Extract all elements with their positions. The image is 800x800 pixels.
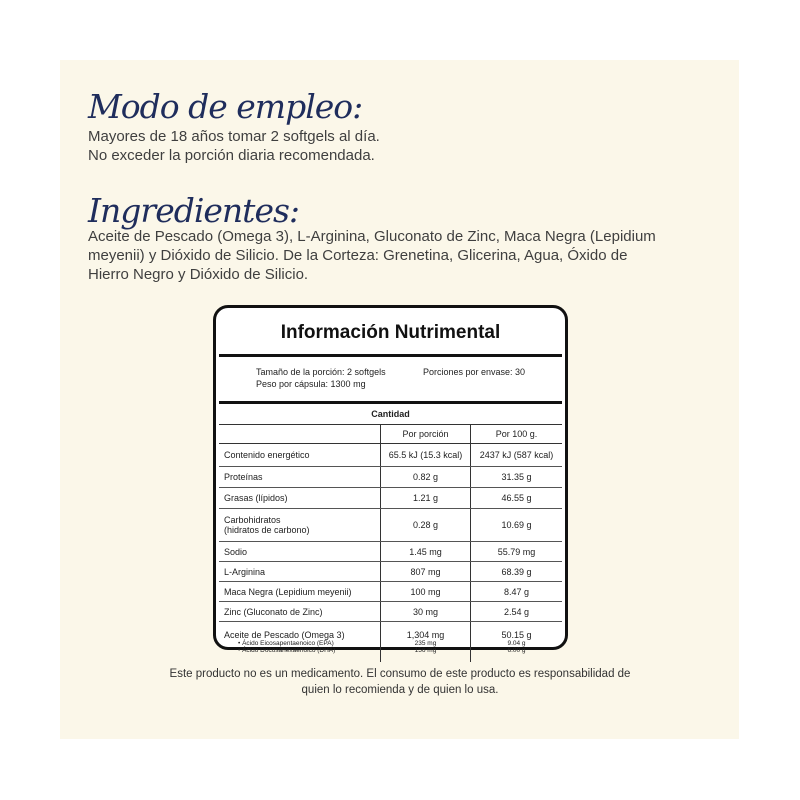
dha-per-100g: 6.00 g: [507, 647, 526, 654]
nutrient-name: [219, 509, 381, 541]
epa-per-serving: 235 mg: [414, 639, 437, 647]
per-100g-value: 2437 kJ (587 kcal): [479, 450, 554, 460]
table-row: [219, 542, 562, 562]
epa-per-100g: 9.04 g: [507, 639, 526, 647]
table-row: [219, 622, 562, 662]
ingredients-line: meyenii) y Dióxido de Silicio. De la Corteza: Grenetina, Glicerina, Agua, Óxido de: [88, 247, 628, 264]
table-row: [219, 562, 562, 582]
nutrient-name: Zinc (Gluconato de Zinc): [219, 602, 381, 621]
per-100g-value: 2.54 g: [503, 606, 530, 617]
per-serving-value: 65.5 kJ (15.3 kcal): [381, 444, 471, 466]
column-header-blank: [219, 425, 381, 443]
disclaimer-line: Este producto no es un medicamento. El consumo de este producto es responsabilidad de: [169, 668, 631, 680]
epa-name: • Ácido Eicosapentaenoico (EPA): [238, 639, 334, 647]
usage-text: [88, 127, 380, 165]
capsule-weight: Peso por cápsula: 1300 mg: [256, 379, 366, 389]
usage-line: No exceder la porción diaria recomendada.: [88, 147, 375, 164]
per-serving-value: 0.28 g: [381, 509, 471, 541]
usage-line: Mayores de 18 años tomar 2 softgels al día.: [88, 128, 380, 145]
nutrition-label-title: Información Nutrimental: [280, 322, 501, 343]
column-headers: [219, 425, 562, 444]
per-100g-value: [471, 622, 562, 662]
value-line: 1,304 mg: [406, 629, 445, 640]
per-serving-value: 30 mg: [381, 602, 471, 621]
nutrient-name-line: Carbohidratos: [224, 515, 281, 525]
column-header-per-100g: Por 100 g.: [495, 429, 538, 439]
per-100g-value: 31.35 g: [501, 472, 532, 482]
per-serving-value: 1.21 g: [381, 488, 471, 508]
ingredients-heading: Ingredientes:: [88, 191, 300, 230]
disclaimer-line: quien lo recomienda y de quien lo usa.: [301, 684, 499, 696]
table-row: [219, 467, 562, 488]
serving-info: [219, 357, 562, 404]
nutrient-name: Sodio: [219, 542, 381, 561]
dha-per-serving: 156 mg: [414, 647, 437, 654]
table-row: [219, 582, 562, 602]
nutrient-name: Maca Negra (Lepidium meyenii): [219, 582, 381, 601]
ingredients-line: Aceite de Pescado (Omega 3), L-Arginina, Gluconato de Zinc, Maca Negra (Lepidium: [88, 228, 656, 245]
nutrient-name-line: Aceite de Pescado (Omega 3): [224, 629, 345, 640]
per-100g-value: 46.55 g: [501, 493, 532, 503]
table-row: [219, 602, 562, 622]
per-serving-value: 0.82 g: [381, 467, 471, 487]
per-serving-value: 1.45 mg: [381, 542, 471, 561]
nutrient-name: Grasas (lípidos): [219, 488, 381, 508]
quantity-header: Cantidad: [219, 404, 562, 425]
per-100g-value: 55.79 mg: [497, 546, 536, 557]
table-row: [219, 488, 562, 509]
per-serving-value: 807 mg: [381, 562, 471, 581]
dha-name: • Ácido Docosahexaenoico (DHA): [238, 647, 336, 654]
nutrient-name-line: (hidratos de carbono): [224, 525, 310, 535]
nutrition-label: [213, 305, 568, 654]
nutrient-name: L-Arginina: [219, 562, 381, 581]
serving-size: Tamaño de la porción: 2 softgels: [256, 367, 386, 377]
usage-heading: Modo de empleo:: [88, 87, 363, 126]
per-100g-value: 10.69 g: [501, 520, 532, 530]
table-row: [219, 444, 562, 467]
ingredients-text: [88, 227, 728, 284]
nutrient-name: [219, 622, 381, 662]
per-serving-value: [381, 622, 471, 662]
value-line: 50.15 g: [501, 629, 532, 640]
per-serving-value: 100 mg: [381, 582, 471, 601]
nutrient-name: Contenido energético: [219, 444, 381, 466]
per-100g-value: 8.47 g: [503, 586, 530, 597]
servings-per-container: Porciones por envase: 30: [423, 367, 526, 377]
column-header-per-serving: Por porción: [381, 425, 471, 443]
per-100g-value: 68.39 g: [501, 566, 532, 577]
nutrition-table: [219, 354, 562, 654]
disclaimer: [100, 666, 700, 698]
ingredients-line: Hierro Negro y Dióxido de Silicio.: [88, 266, 309, 283]
table-row: [219, 509, 562, 542]
nutrient-name: Proteínas: [219, 467, 381, 487]
